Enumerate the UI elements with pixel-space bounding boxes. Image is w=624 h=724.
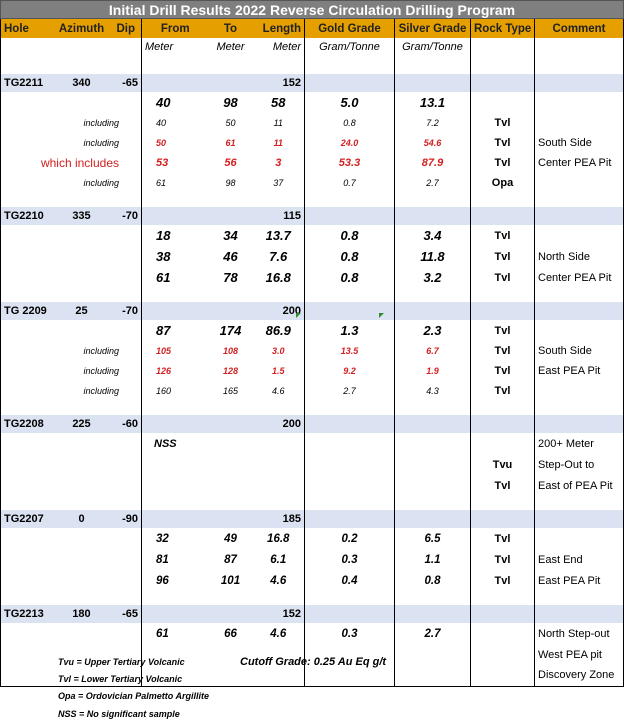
interval-row [1,570,624,591]
interval-rock-type: Tvl [471,570,535,591]
interval-gold: 2.7 [305,381,395,401]
hole-length: 185 [253,510,305,528]
hole-dip: -90 [111,510,142,528]
interval-length: 16.8 [265,270,291,285]
interval-row [1,153,624,173]
interval-gold: 13.5 [305,341,395,361]
interval-from: 40 [142,113,209,133]
interval-row [1,320,624,341]
interval-label [1,475,142,496]
interval-from: 50 [142,133,209,153]
header-length: Length [253,19,305,38]
interval-gold: 0.8 [305,267,395,288]
hole-gold [305,74,395,92]
cell-flag-marker [379,313,384,318]
interval-to: 34 [223,228,238,243]
interval-rock-type: Tvl [471,133,535,153]
interval-label [1,433,142,454]
interval-from: 61 [142,267,209,288]
interval-rock-type [471,623,535,644]
interval-rock-type: Tvl [471,475,535,496]
interval-label: including [1,173,142,193]
hole-azimuth: 340 [53,74,111,92]
interval-rock-type: Tvl [471,341,535,361]
interval-rock-type: Tvl [471,267,535,288]
hole-dip: -70 [111,302,142,320]
interval-silver: 87.9 [395,153,471,173]
interval-to: 66 [224,627,237,640]
hole-from [142,74,209,92]
interval-comment [535,320,624,341]
header-row [1,19,624,38]
interval-length: 1.5 [271,366,285,376]
hole-from [142,302,209,320]
hole-to [209,207,253,225]
header-to: To [209,19,253,38]
interval-row [1,246,624,267]
interval-comment [535,113,624,133]
interval-length: 37 [273,178,284,188]
spacer-row [1,401,624,415]
hole-rock [471,74,535,92]
interval-rock-type: Tvl [471,225,535,246]
interval-from [142,475,209,496]
hole-id: TG2208 [1,415,53,433]
interval-from: 40 [142,92,209,113]
interval-to: 98 [223,95,238,110]
interval-rock-type: Tvl [471,153,535,173]
interval-silver [395,644,471,665]
interval-silver [395,665,471,686]
interval-from: 38 [142,246,209,267]
hole-to [209,605,253,623]
interval-silver: 11.8 [395,246,471,267]
cutoff-grade: Cutoff Grade: 0.25 Au Eq g/t [240,656,387,668]
interval-label: including [1,113,142,133]
legend-tvu: Tvu = Upper Tertiary Volcanic [58,657,185,667]
interval-silver: 7.2 [395,113,471,133]
interval-comment: East of PEA Pit [535,475,624,496]
interval-row [1,475,624,496]
interval-comment: East PEA Pit [535,361,624,381]
interval-silver: 3.4 [395,225,471,246]
interval-length: 4.6 [271,386,285,396]
hole-dip: -65 [111,605,142,623]
interval-length: 4.6 [270,574,287,587]
hole-comment [535,510,624,528]
interval-from: NSS [142,433,209,454]
interval-to: 56 [224,157,237,169]
interval-comment: North Side [535,246,624,267]
units-row [1,38,624,56]
hole-rock [471,605,535,623]
hole-row [1,207,624,225]
interval-to: 78 [223,270,238,285]
hole-dip: -60 [111,415,142,433]
hole-azimuth: 25 [53,302,111,320]
hole-rock [471,510,535,528]
hole-silver [395,207,471,225]
interval-gold: 0.7 [305,173,395,193]
interval-label: which includes [1,153,142,173]
interval-silver: 1.9 [395,361,471,381]
hole-from [142,510,209,528]
interval-to: 49 [224,532,237,545]
interval-length [253,665,305,686]
interval-label [1,623,142,644]
interval-gold [305,454,395,475]
hole-gold [305,415,395,433]
interval-gold [305,665,395,686]
hole-gold [305,510,395,528]
interval-label [1,549,142,570]
interval-length: 3 [275,157,282,169]
interval-comment: West PEA pit [535,644,624,665]
hole-azimuth: 225 [53,415,111,433]
unit-length: Meter [272,41,301,53]
interval-comment: Center PEA Pit [535,267,624,288]
interval-label [1,570,142,591]
hole-comment [535,74,624,92]
interval-comment: North Step-out [535,623,624,644]
interval-label: including [1,341,142,361]
interval-to: 87 [224,553,237,566]
interval-row [1,92,624,113]
interval-label [1,92,142,113]
hole-length: 152 [253,74,305,92]
legend-tvl: Tvl = Lower Tertiary Volcanic [58,674,183,684]
hole-rock [471,302,535,320]
hole-row [1,74,624,92]
hole-comment [535,605,624,623]
interval-to: 61 [225,138,236,148]
spacer-row [1,288,624,302]
hole-to [209,510,253,528]
interval-row [1,549,624,570]
interval-gold: 53.3 [305,153,395,173]
drill-results-table [0,19,624,687]
interval-silver: 4.3 [395,381,471,401]
interval-row [1,173,624,193]
interval-rock-type: Tvl [471,361,535,381]
interval-silver: 6.7 [395,341,471,361]
spacer-row [1,193,624,207]
interval-length: 11 [273,118,283,128]
interval-comment: East End [535,549,624,570]
hole-azimuth: 0 [53,510,111,528]
interval-gold: 0.3 [305,549,395,570]
interval-length [253,454,305,475]
hole-row [1,605,624,623]
interval-rock-type [471,433,535,454]
interval-from [142,454,209,475]
interval-gold: 0.4 [305,570,395,591]
interval-rock-type: Tvl [471,528,535,549]
interval-row [1,433,624,454]
interval-row [1,528,624,549]
interval-from: 61 [142,623,209,644]
interval-length: 86.9 [265,323,291,338]
interval-from: 32 [142,528,209,549]
interval-to [209,433,253,454]
interval-comment: South Side [535,341,624,361]
interval-to: 101 [220,574,241,587]
hole-azimuth: 180 [53,605,111,623]
interval-label [1,528,142,549]
interval-row [1,361,624,381]
interval-rock-type: Tvl [471,549,535,570]
spacer-row [1,496,624,510]
interval-label [1,454,142,475]
hole-row [1,302,624,320]
hole-id: TG2207 [1,510,53,528]
interval-silver: 2.3 [395,320,471,341]
header-rock: Rock Type [471,19,535,38]
interval-gold [305,475,395,496]
interval-row [1,341,624,361]
interval-to [209,665,253,686]
interval-from: 160 [142,381,209,401]
hole-length: 200 [253,302,305,320]
hole-id: TG2211 [1,74,53,92]
hole-dip: -65 [111,74,142,92]
interval-to: 128 [222,366,239,376]
spacer-row [1,56,624,74]
interval-length [253,475,305,496]
interval-rock-type [471,644,535,665]
header-silver: Silver Grade [395,19,471,38]
spacer-row [1,591,624,605]
interval-comment [535,92,624,113]
interval-from: 87 [142,320,209,341]
interval-from: 61 [142,173,209,193]
interval-silver: 6.5 [395,528,471,549]
header-dip: Dip [111,19,142,38]
interval-rock-type: Opa [471,173,535,193]
interval-length: 11 [273,138,283,148]
hole-to [209,415,253,433]
hole-gold [305,207,395,225]
interval-length: 3.0 [271,346,285,356]
interval-silver: 1.1 [395,549,471,570]
interval-comment: Center PEA Pit [535,153,624,173]
hole-silver [395,302,471,320]
interval-to: 108 [222,346,239,356]
interval-label: including [1,361,142,381]
interval-length: 13.7 [265,228,291,243]
interval-gold: 0.8 [305,113,395,133]
interval-gold: 5.0 [305,92,395,113]
interval-silver: 2.7 [395,173,471,193]
interval-from: 53 [142,153,209,173]
hole-from [142,415,209,433]
interval-silver: 13.1 [395,92,471,113]
hole-id: TG2213 [1,605,53,623]
hole-length: 200 [253,415,305,433]
interval-length [253,433,305,454]
interval-gold: 0.8 [305,246,395,267]
interval-rock-type: Tvu [471,454,535,475]
cell-flag-marker [296,313,301,318]
hole-rock [471,415,535,433]
interval-length: 16.8 [267,532,290,545]
interval-rock-type: Tvl [471,381,535,401]
interval-silver [395,454,471,475]
interval-gold: 24.0 [305,133,395,153]
interval-label [1,320,142,341]
interval-comment: East PEA Pit [535,570,624,591]
hole-silver [395,605,471,623]
interval-from: 105 [142,341,209,361]
hole-gold [305,605,395,623]
interval-gold: 0.8 [305,225,395,246]
hole-azimuth: 335 [53,207,111,225]
interval-row [1,133,624,153]
interval-to: 46 [223,249,238,264]
interval-rock-type: Tvl [471,246,535,267]
interval-to [209,454,253,475]
interval-length: 58 [271,95,286,110]
interval-silver: 3.2 [395,267,471,288]
interval-comment [535,173,624,193]
header-azimuth: Azimuth [53,19,111,38]
interval-rock-type: Tvl [471,320,535,341]
interval-gold: 0.2 [305,528,395,549]
interval-to [209,475,253,496]
hole-dip: -70 [111,207,142,225]
interval-silver: 0.8 [395,570,471,591]
interval-row [1,113,624,133]
interval-label: including [1,381,142,401]
hole-silver [395,74,471,92]
hole-row [1,510,624,528]
interval-length: 7.6 [269,249,288,264]
hole-from [142,605,209,623]
interval-label: including [1,133,142,153]
interval-to: 98 [225,178,236,188]
hole-rock [471,207,535,225]
header-gold: Gold Grade [305,19,395,38]
interval-label [1,246,142,267]
legend-opa: Opa = Ordovician Palmetto Argillite [58,691,209,701]
interval-gold: 0.3 [305,623,395,644]
unit-from: Meter [142,38,209,56]
interval-from: 18 [142,225,209,246]
interval-silver: 2.7 [395,623,471,644]
hole-comment [535,302,624,320]
interval-gold: 1.3 [305,320,395,341]
interval-from: 126 [142,361,209,381]
interval-label [1,267,142,288]
interval-gold [305,433,395,454]
unit-gold: Gram/Tonne [305,38,395,56]
header-hole: Hole [1,19,53,38]
hole-id: TG2210 [1,207,53,225]
interval-rock-type: Tvl [471,113,535,133]
interval-silver [395,475,471,496]
interval-to: 165 [222,386,239,396]
unit-to: Meter [216,41,245,53]
interval-comment [535,225,624,246]
interval-length: 4.6 [270,627,287,640]
interval-row [1,225,624,246]
hole-id: TG 2209 [1,302,53,320]
interval-comment [535,381,624,401]
interval-silver: 54.6 [395,133,471,153]
legend-nss: NSS = No significant sample [58,709,180,719]
interval-rock-type [471,665,535,686]
interval-silver [395,433,471,454]
hole-from [142,207,209,225]
interval-from: 81 [142,549,209,570]
unit-silver: Gram/Tonne [395,38,471,56]
interval-row [1,623,624,644]
hole-row [1,415,624,433]
hole-length: 115 [253,207,305,225]
interval-comment: 200+ Meter [535,433,624,454]
hole-length: 152 [253,605,305,623]
interval-to: 50 [225,118,236,128]
hole-to [209,74,253,92]
hole-comment [535,207,624,225]
interval-row [1,454,624,475]
hole-silver [395,510,471,528]
header-from: From [142,19,209,38]
interval-comment: Step-Out to [535,454,624,475]
sheet-title: Initial Drill Results 2022 Reverse Circulation Drilling Program [0,0,624,19]
hole-to [209,302,253,320]
interval-from: 96 [142,570,209,591]
interval-gold: 9.2 [305,361,395,381]
interval-row [1,381,624,401]
interval-comment: Discovery Zone [535,665,624,686]
interval-to: 174 [219,323,242,338]
interval-length: 6.1 [270,553,287,566]
interval-comment: South Side [535,133,624,153]
hole-silver [395,415,471,433]
hole-comment [535,415,624,433]
header-comment: Comment [535,19,624,38]
interval-label [1,225,142,246]
interval-row [1,267,624,288]
interval-comment [535,528,624,549]
interval-rock-type [471,92,535,113]
